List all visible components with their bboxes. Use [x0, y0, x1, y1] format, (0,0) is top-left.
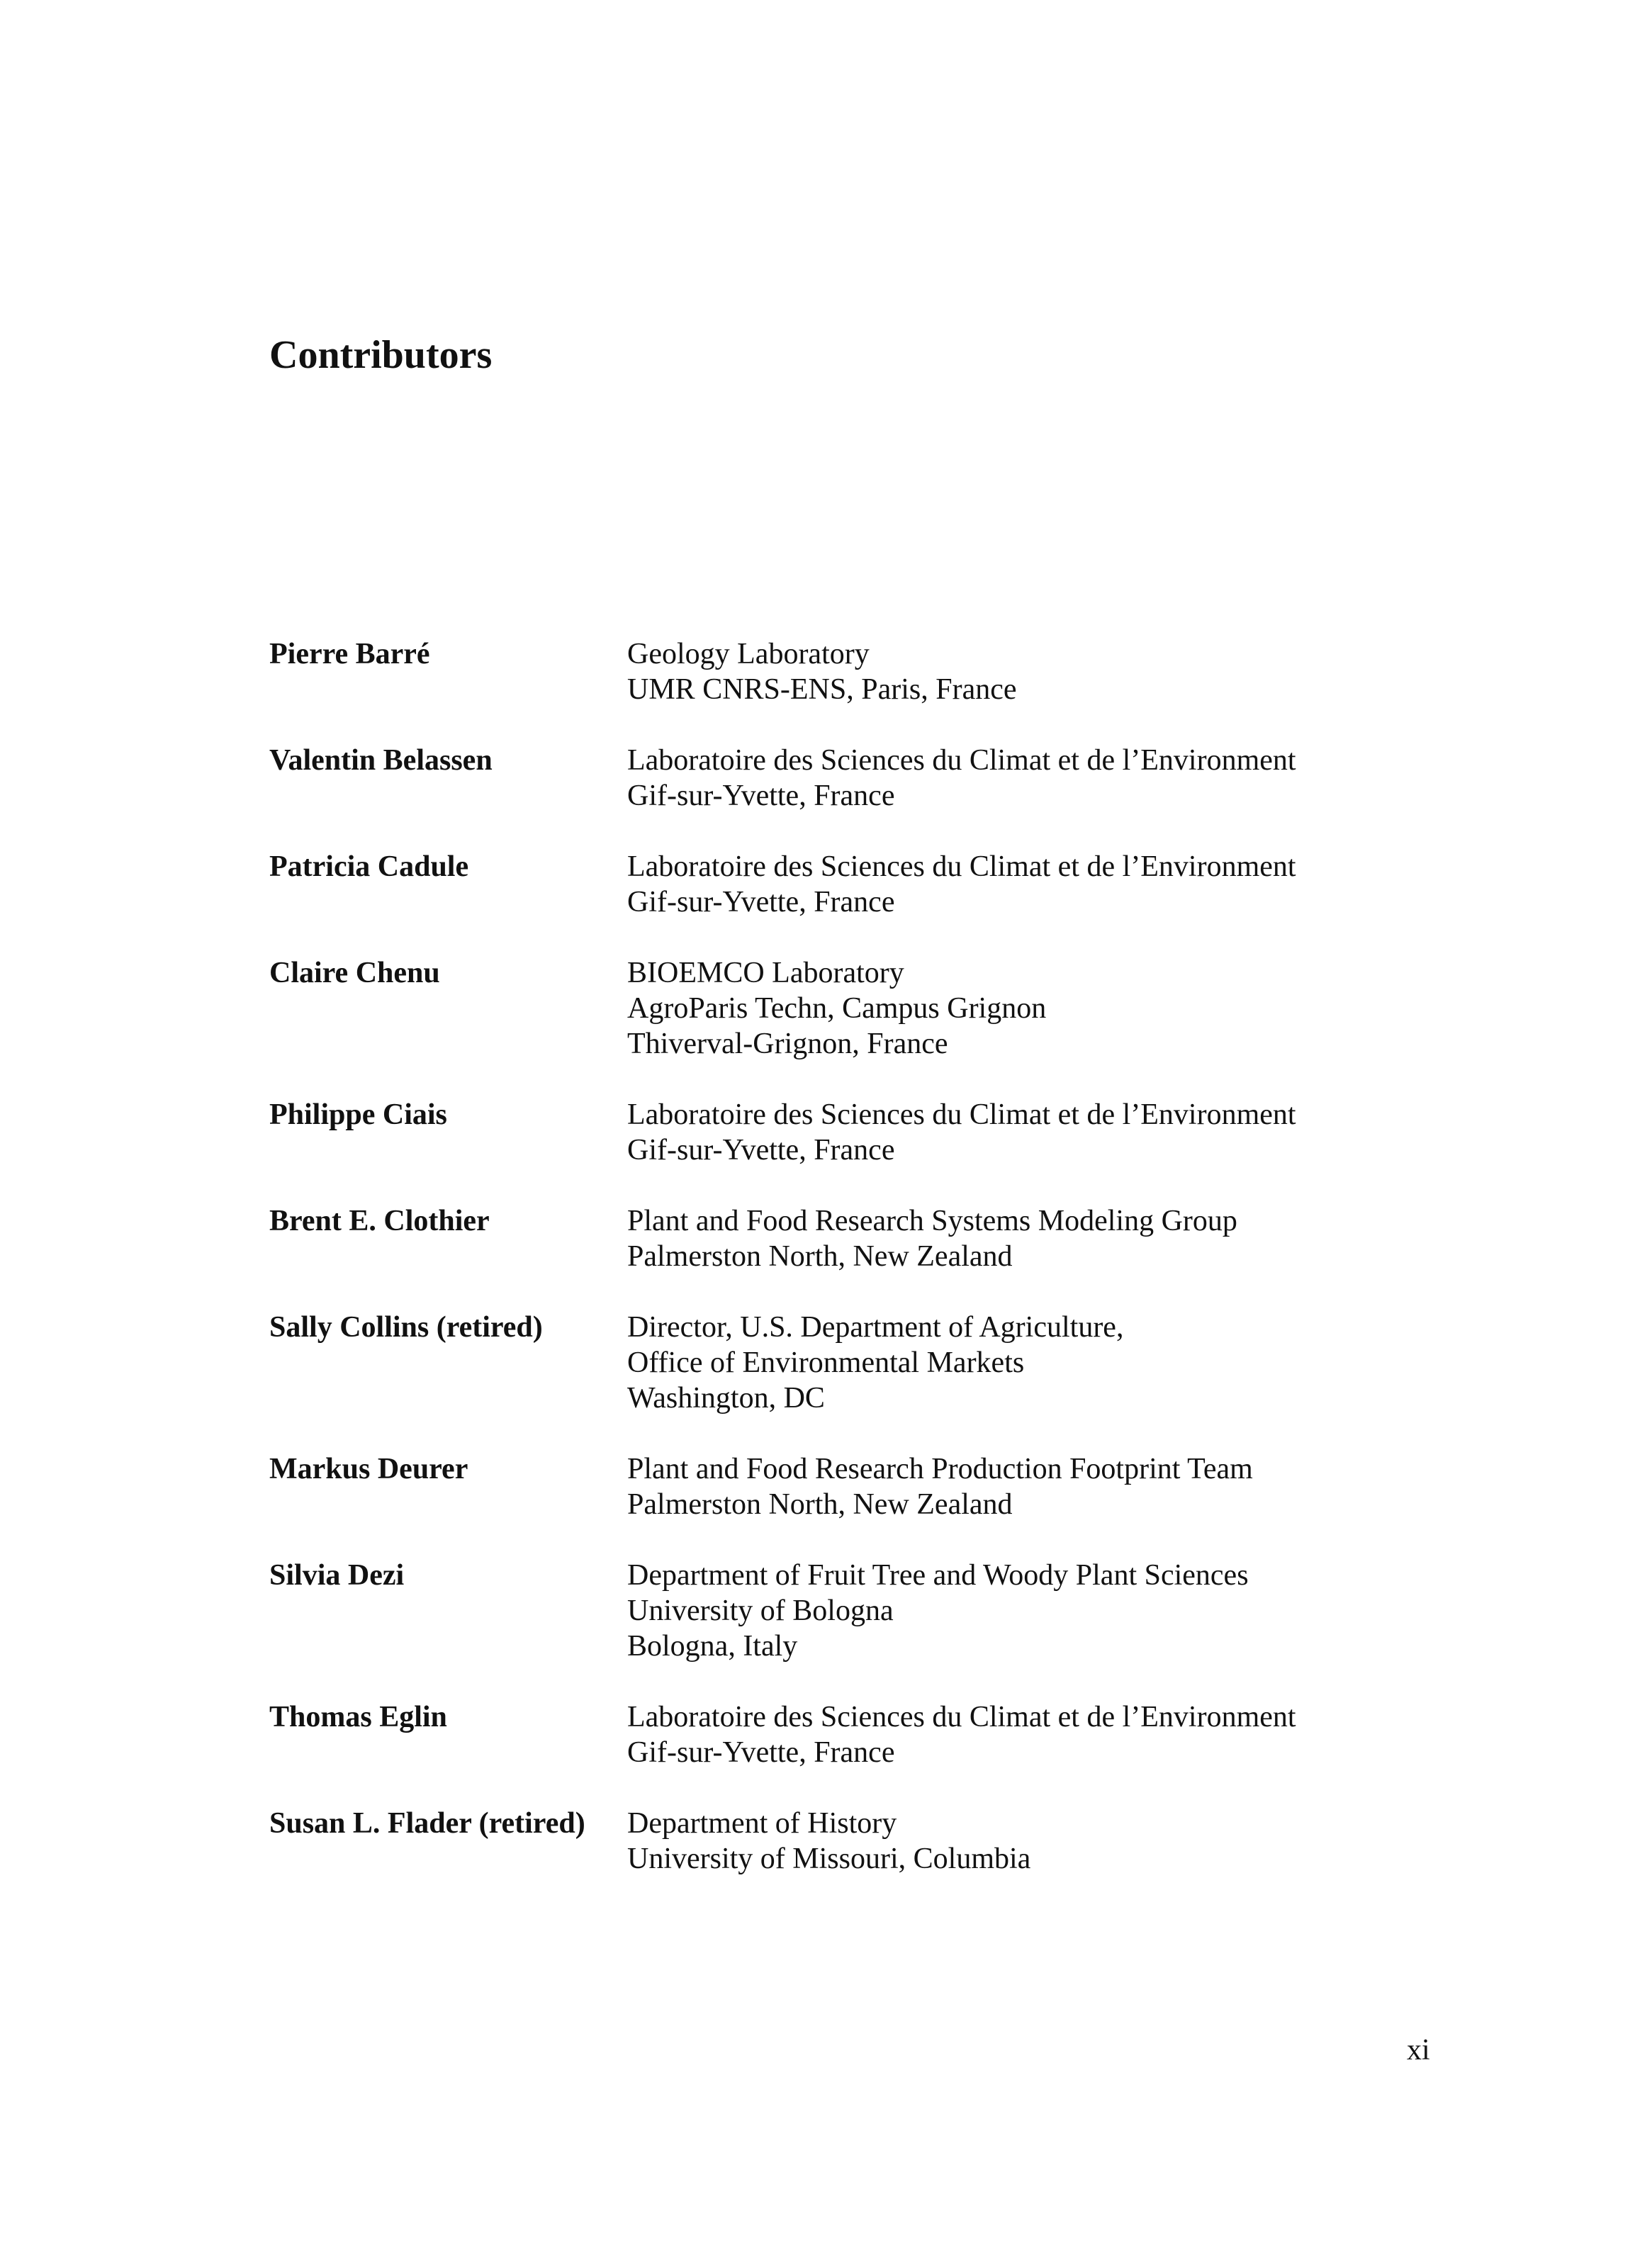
contributor-affiliation: [627, 1097, 1296, 1168]
affiliation-line: Director, U.S. Department of Agriculture,: [627, 1311, 1124, 1344]
contributor-name: Patricia Cadule: [269, 850, 469, 883]
affiliation-line: Laboratoire des Sciences du Climat et de l’Environment: [627, 744, 1296, 777]
affiliation-line: Gif-sur-Yvette, France: [627, 1134, 895, 1166]
contributor-name: Silvia Dezi: [269, 1559, 405, 1592]
affiliation-line: Geology Laboratory: [627, 638, 870, 670]
contributor-affiliation: [627, 955, 1046, 1062]
contributor-affiliation: [627, 1558, 1249, 1664]
contributor-name: Markus Deurer: [269, 1453, 468, 1485]
contributor-name: Sally Collins (retired): [269, 1311, 543, 1344]
contributor-entry: [269, 743, 1417, 814]
affiliation-line: Office of Environmental Markets: [627, 1346, 1025, 1379]
page-number: xi: [1407, 2034, 1430, 2066]
affiliation-line: Plant and Food Research Systems Modeling Group: [627, 1205, 1237, 1237]
contributor-entry: [269, 1699, 1417, 1770]
contributor-name: Philippe Ciais: [269, 1098, 447, 1131]
affiliation-line: Laboratoire des Sciences du Climat et de l’Environment: [627, 1701, 1296, 1733]
affiliation-line: Laboratoire des Sciences du Climat et de l’Environment: [627, 1098, 1296, 1131]
contributor-name: Susan L. Flader (retired): [269, 1807, 585, 1840]
affiliation-line: Gif-sur-Yvette, France: [627, 886, 895, 918]
contributor-entry: [269, 849, 1417, 920]
affiliation-line: BIOEMCO Laboratory: [627, 957, 904, 989]
contributor-affiliation: [627, 1699, 1296, 1770]
contributor-entry: [269, 1558, 1417, 1664]
contributor-affiliation: [627, 1203, 1237, 1274]
affiliation-line: Palmerston North, New Zealand: [627, 1240, 1013, 1273]
affiliation-line: UMR CNRS-ENS, Paris, France: [627, 673, 1017, 706]
page-title: Contributors: [269, 333, 493, 377]
affiliation-line: University of Bologna: [627, 1595, 894, 1627]
contributor-affiliation: [627, 743, 1296, 814]
affiliation-line: Laboratoire des Sciences du Climat et de l’Environment: [627, 850, 1296, 883]
affiliation-line: Department of History: [627, 1807, 897, 1840]
contributor-entry: [269, 1310, 1417, 1416]
affiliation-line: Gif-sur-Yvette, France: [627, 1736, 895, 1769]
affiliation-line: AgroParis Techn, Campus Grignon: [627, 992, 1047, 1025]
affiliation-line: Thiverval-Grignon, France: [627, 1028, 948, 1060]
affiliation-line: University of Missouri, Columbia: [627, 1843, 1031, 1875]
contributor-entry: [269, 955, 1417, 1062]
contributor-name: Thomas Eglin: [269, 1701, 447, 1733]
contributor-name: Valentin Belassen: [269, 744, 493, 777]
contributor-entry: [269, 636, 1417, 707]
contributor-affiliation: [627, 636, 1017, 707]
contributor-name: Pierre Barré: [269, 638, 430, 670]
contributor-name: Claire Chenu: [269, 957, 440, 989]
affiliation-line: Department of Fruit Tree and Woody Plant Sciences: [627, 1559, 1249, 1592]
affiliation-line: Washington, DC: [627, 1382, 825, 1415]
contributor-affiliation: [627, 1310, 1123, 1416]
contributor-affiliation: [627, 1806, 1030, 1877]
contributors-list: [269, 636, 1417, 1912]
affiliation-line: Gif-sur-Yvette, France: [627, 780, 895, 812]
affiliation-line: Plant and Food Research Production Footprint Team: [627, 1453, 1253, 1485]
contributor-affiliation: [627, 849, 1296, 920]
affiliation-line: Bologna, Italy: [627, 1630, 798, 1663]
contributor-entry: [269, 1203, 1417, 1274]
contributor-entry: [269, 1451, 1417, 1522]
contributor-entry: [269, 1806, 1417, 1877]
contributor-entry: [269, 1097, 1417, 1168]
affiliation-line: Palmerston North, New Zealand: [627, 1488, 1013, 1521]
contributor-name: Brent E. Clothier: [269, 1205, 490, 1237]
contributor-affiliation: [627, 1451, 1253, 1522]
